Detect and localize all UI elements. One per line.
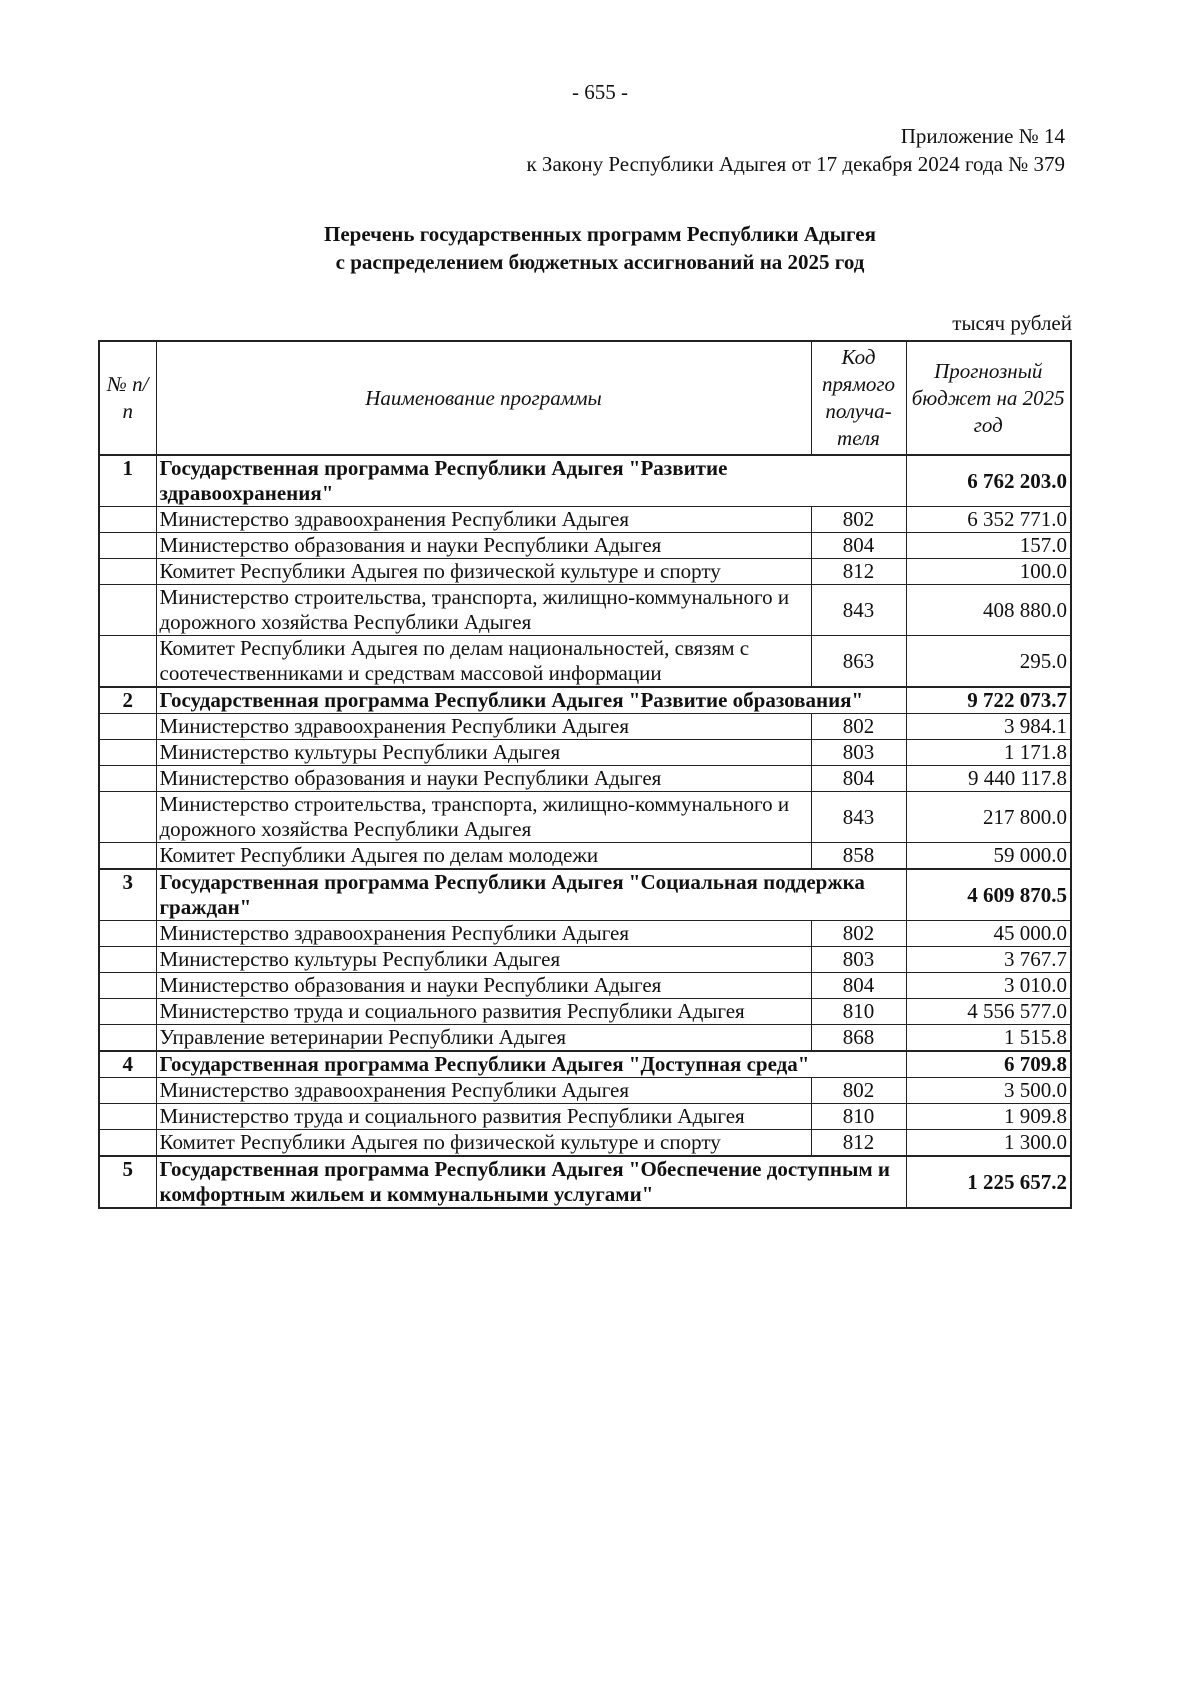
recipient-amount: 3 010.0 (906, 973, 1071, 999)
recipient-row (99, 507, 1071, 533)
recipient-row (99, 1130, 1071, 1157)
recipient-code: 802 (811, 714, 906, 740)
program-name: Государственная программа Республики Адыгея "Развитие здравоохранения" (156, 455, 906, 507)
recipient-amount: 295.0 (906, 636, 1071, 688)
recipient-amount: 157.0 (906, 533, 1071, 559)
recipient-code: 858 (811, 843, 906, 870)
recipient-row (99, 843, 1071, 870)
empty-num-cell (99, 636, 156, 688)
recipient-code: 843 (811, 792, 906, 843)
program-row (99, 687, 1071, 714)
title-line-1: Перечень государственных программ Республики Адыгея (324, 222, 876, 246)
recipient-name: Управление ветеринарии Республики Адыгея (156, 1025, 811, 1052)
empty-num-cell (99, 973, 156, 999)
recipient-name: Министерство здравоохранения Республики Адыгея (156, 1078, 811, 1104)
recipient-name: Комитет Республики Адыгея по делам национальностей, связям с соотечественниками и средствам массовой информации (156, 636, 811, 688)
recipient-name: Министерство культуры Республики Адыгея (156, 947, 811, 973)
recipient-amount: 408 880.0 (906, 585, 1071, 636)
recipient-name: Министерство строительства, транспорта, жилищно-коммунального и дорожного хозяйства Республики Адыгея (156, 792, 811, 843)
empty-num-cell (99, 999, 156, 1025)
empty-num-cell (99, 740, 156, 766)
recipient-amount: 6 352 771.0 (906, 507, 1071, 533)
recipient-amount: 100.0 (906, 559, 1071, 585)
program-number: 2 (99, 687, 156, 714)
recipient-name: Комитет Республики Адыгея по физической культуре и спорту (156, 1130, 811, 1157)
recipient-name: Министерство здравоохранения Республики Адыгея (156, 507, 811, 533)
recipient-name: Министерство труда и социального развития Республики Адыгея (156, 1104, 811, 1130)
empty-num-cell (99, 792, 156, 843)
recipient-amount: 59 000.0 (906, 843, 1071, 870)
empty-num-cell (99, 1078, 156, 1104)
program-total: 6 709.8 (906, 1051, 1071, 1078)
recipient-row (99, 1104, 1071, 1130)
program-row (99, 869, 1071, 921)
appendix-reference (526, 122, 1065, 178)
recipient-code: 802 (811, 921, 906, 947)
recipient-name: Министерство строительства, транспорта, жилищно-коммунального и дорожного хозяйства Республики Адыгея (156, 585, 811, 636)
empty-num-cell (99, 1025, 156, 1052)
recipient-name: Министерство здравоохранения Республики Адыгея (156, 714, 811, 740)
recipient-code: 810 (811, 1104, 906, 1130)
empty-num-cell (99, 1130, 156, 1157)
table-header-row (99, 341, 1071, 455)
recipient-amount: 1 515.8 (906, 1025, 1071, 1052)
program-total: 4 609 870.5 (906, 869, 1071, 921)
recipient-code: 804 (811, 766, 906, 792)
recipient-code: 812 (811, 1130, 906, 1157)
program-number: 3 (99, 869, 156, 921)
recipient-code: 868 (811, 1025, 906, 1052)
recipient-code: 802 (811, 507, 906, 533)
recipient-amount: 1 171.8 (906, 740, 1071, 766)
empty-num-cell (99, 843, 156, 870)
program-name: Государственная программа Республики Адыгея "Социальная поддержка граждан" (156, 869, 906, 921)
recipient-row (99, 973, 1071, 999)
empty-num-cell (99, 714, 156, 740)
recipient-code: 804 (811, 973, 906, 999)
appendix-line-1: Приложение № 14 (900, 124, 1065, 148)
recipient-row (99, 533, 1071, 559)
header-name: Наименование программы (156, 341, 811, 455)
program-name: Государственная программа Республики Адыгея "Обеспечение доступным и комфортным жильем и коммунальными услугами" (156, 1156, 906, 1208)
recipient-code: 803 (811, 740, 906, 766)
recipient-row (99, 999, 1071, 1025)
program-name: Государственная программа Республики Адыгея "Развитие образования" (156, 687, 906, 714)
recipient-row (99, 921, 1071, 947)
recipient-amount: 3 500.0 (906, 1078, 1071, 1104)
recipient-row (99, 740, 1071, 766)
header-num: № п/п (99, 341, 156, 455)
empty-num-cell (99, 766, 156, 792)
recipient-code: 863 (811, 636, 906, 688)
program-row (99, 1051, 1071, 1078)
units-label: тысяч рублей (952, 311, 1072, 335)
recipient-code: 843 (811, 585, 906, 636)
recipient-code: 810 (811, 999, 906, 1025)
empty-num-cell (99, 947, 156, 973)
recipient-amount: 3 767.7 (906, 947, 1071, 973)
recipient-row (99, 947, 1071, 973)
recipient-name: Министерство образования и науки Республики Адыгея (156, 533, 811, 559)
program-row (99, 1156, 1071, 1208)
recipient-amount: 1 909.8 (906, 1104, 1071, 1130)
budget-table (98, 340, 1072, 1209)
program-number: 4 (99, 1051, 156, 1078)
recipient-row (99, 559, 1071, 585)
document-title (0, 220, 1200, 276)
program-number: 5 (99, 1156, 156, 1208)
recipient-name: Министерство образования и науки Республики Адыгея (156, 973, 811, 999)
recipient-amount: 217 800.0 (906, 792, 1071, 843)
recipient-code: 804 (811, 533, 906, 559)
recipient-code: 802 (811, 1078, 906, 1104)
table-body (99, 455, 1071, 1208)
appendix-line-2: к Закону Республики Адыгея от 17 декабря 2024 года № 379 (526, 152, 1065, 176)
recipient-amount: 4 556 577.0 (906, 999, 1071, 1025)
program-number: 1 (99, 455, 156, 507)
recipient-row (99, 1078, 1071, 1104)
empty-num-cell (99, 921, 156, 947)
recipient-row (99, 585, 1071, 636)
program-total: 9 722 073.7 (906, 687, 1071, 714)
program-row (99, 455, 1071, 507)
recipient-amount: 9 440 117.8 (906, 766, 1071, 792)
header-budget: Прогнозный бюджет на 2025 год (906, 341, 1071, 455)
recipient-code: 803 (811, 947, 906, 973)
recipient-amount: 45 000.0 (906, 921, 1071, 947)
recipient-name: Министерство труда и социального развития Республики Адыгея (156, 999, 811, 1025)
recipient-row (99, 766, 1071, 792)
program-name: Государственная программа Республики Адыгея "Доступная среда" (156, 1051, 906, 1078)
title-line-2: с распределением бюджетных ассигнований на 2025 год (335, 250, 865, 274)
recipient-row (99, 636, 1071, 688)
empty-num-cell (99, 1104, 156, 1130)
empty-num-cell (99, 533, 156, 559)
program-total: 1 225 657.2 (906, 1156, 1071, 1208)
recipient-row (99, 792, 1071, 843)
recipient-code: 812 (811, 559, 906, 585)
recipient-row (99, 714, 1071, 740)
recipient-amount: 3 984.1 (906, 714, 1071, 740)
recipient-name: Министерство здравоохранения Республики Адыгея (156, 921, 811, 947)
header-code: Код прямого получа-теля (811, 341, 906, 455)
recipient-amount: 1 300.0 (906, 1130, 1071, 1157)
recipient-name: Комитет Республики Адыгея по делам молодежи (156, 843, 811, 870)
recipient-name: Министерство культуры Республики Адыгея (156, 740, 811, 766)
page-number: - 655 - (572, 80, 628, 104)
program-total: 6 762 203.0 (906, 455, 1071, 507)
empty-num-cell (99, 507, 156, 533)
recipient-name: Министерство образования и науки Республики Адыгея (156, 766, 811, 792)
empty-num-cell (99, 585, 156, 636)
recipient-name: Комитет Республики Адыгея по физической культуре и спорту (156, 559, 811, 585)
empty-num-cell (99, 559, 156, 585)
recipient-row (99, 1025, 1071, 1052)
